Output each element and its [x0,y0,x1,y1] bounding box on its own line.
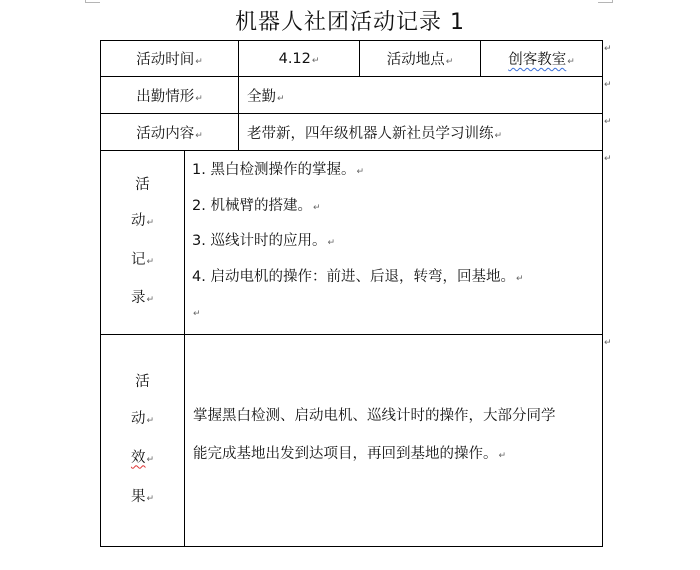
effect-label-cell [101,335,185,547]
record-label-char: 录↵ [130,290,155,306]
paragraph-mark: ↵ [195,130,203,141]
attendance-label-cell [101,77,239,114]
row-end-mark: ↵ [604,80,612,90]
paragraph-mark: ↵ [195,57,203,67]
row-end-mark: ↵ [604,44,612,54]
effect-label-char: 动↵ [130,410,155,427]
record-item: 2. 机械臂的搭建。↵ [192,198,321,214]
record-item: 3. 巡线计时的应用。↵ [192,233,335,249]
row-time-place [101,41,603,77]
time-value: 4.12 [278,50,311,67]
effect-line: 掌握黑白检测、启动电机、巡线计时的操作，大部分同学 [193,407,556,424]
content-value-cell[interactable] [239,114,603,151]
row-end-mark: ↵ [604,338,612,348]
effect-label-char: 效↵ [130,449,155,466]
content-label: 活动内容 [136,125,195,142]
row-effect [101,335,603,547]
page-corner-right [598,0,613,3]
paragraph-mark: ↵ [195,93,203,104]
place-value: 创客教室 [508,52,567,68]
time-value-cell[interactable] [239,41,360,77]
document-title [0,6,700,40]
row-end-mark: ↵ [604,117,612,127]
content-label-cell [101,114,239,151]
empty-paragraph: ↵ [193,309,201,319]
record-item: 4. 启动电机的操作：前进、后退，转弯，回基地。↵ [192,269,524,285]
row-end-mark: ↵ [604,154,612,164]
record-label-cell [101,151,185,335]
attendance-value-cell[interactable] [239,77,603,114]
place-label-cell [360,41,481,77]
paragraph-mark: ↵ [494,130,503,141]
effect-text-cell[interactable] [185,335,603,547]
effect-label-char: 果↵ [130,488,155,505]
record-item: 1. 黑白检测操作的掌握。↵ [192,162,364,178]
paragraph-mark: ↵ [311,55,320,66]
effect-line: 能完成基地出发到达项目，再回到基地的操作。↵ [193,445,507,462]
paragraph-mark: ↵ [567,57,575,67]
activity-record-table [100,40,603,547]
place-label: 活动地点 [386,52,445,68]
row-record [101,151,603,335]
title-text: 机器人社团活动记录 1 [235,10,465,35]
record-items-cell[interactable] [185,151,603,335]
record-label-char: 动↵ [130,213,155,229]
attendance-label: 出勤情形 [136,88,195,105]
paragraph-mark: ↵ [445,57,454,67]
record-label-char: 活 [135,176,150,193]
effect-label-char: 活 [135,373,150,390]
row-attendance [101,77,603,114]
time-label-cell [101,41,239,77]
record-label-char: 记↵ [130,251,155,268]
attendance-value: 全勤 [247,88,277,105]
row-content [101,114,603,151]
time-label: 活动时间 [136,52,195,68]
place-value-cell[interactable] [481,41,603,77]
content-value: 老带新，四年级机器人新社员学习训练 [247,125,494,142]
paragraph-mark: ↵ [277,93,285,104]
page-corner-left [85,0,100,3]
